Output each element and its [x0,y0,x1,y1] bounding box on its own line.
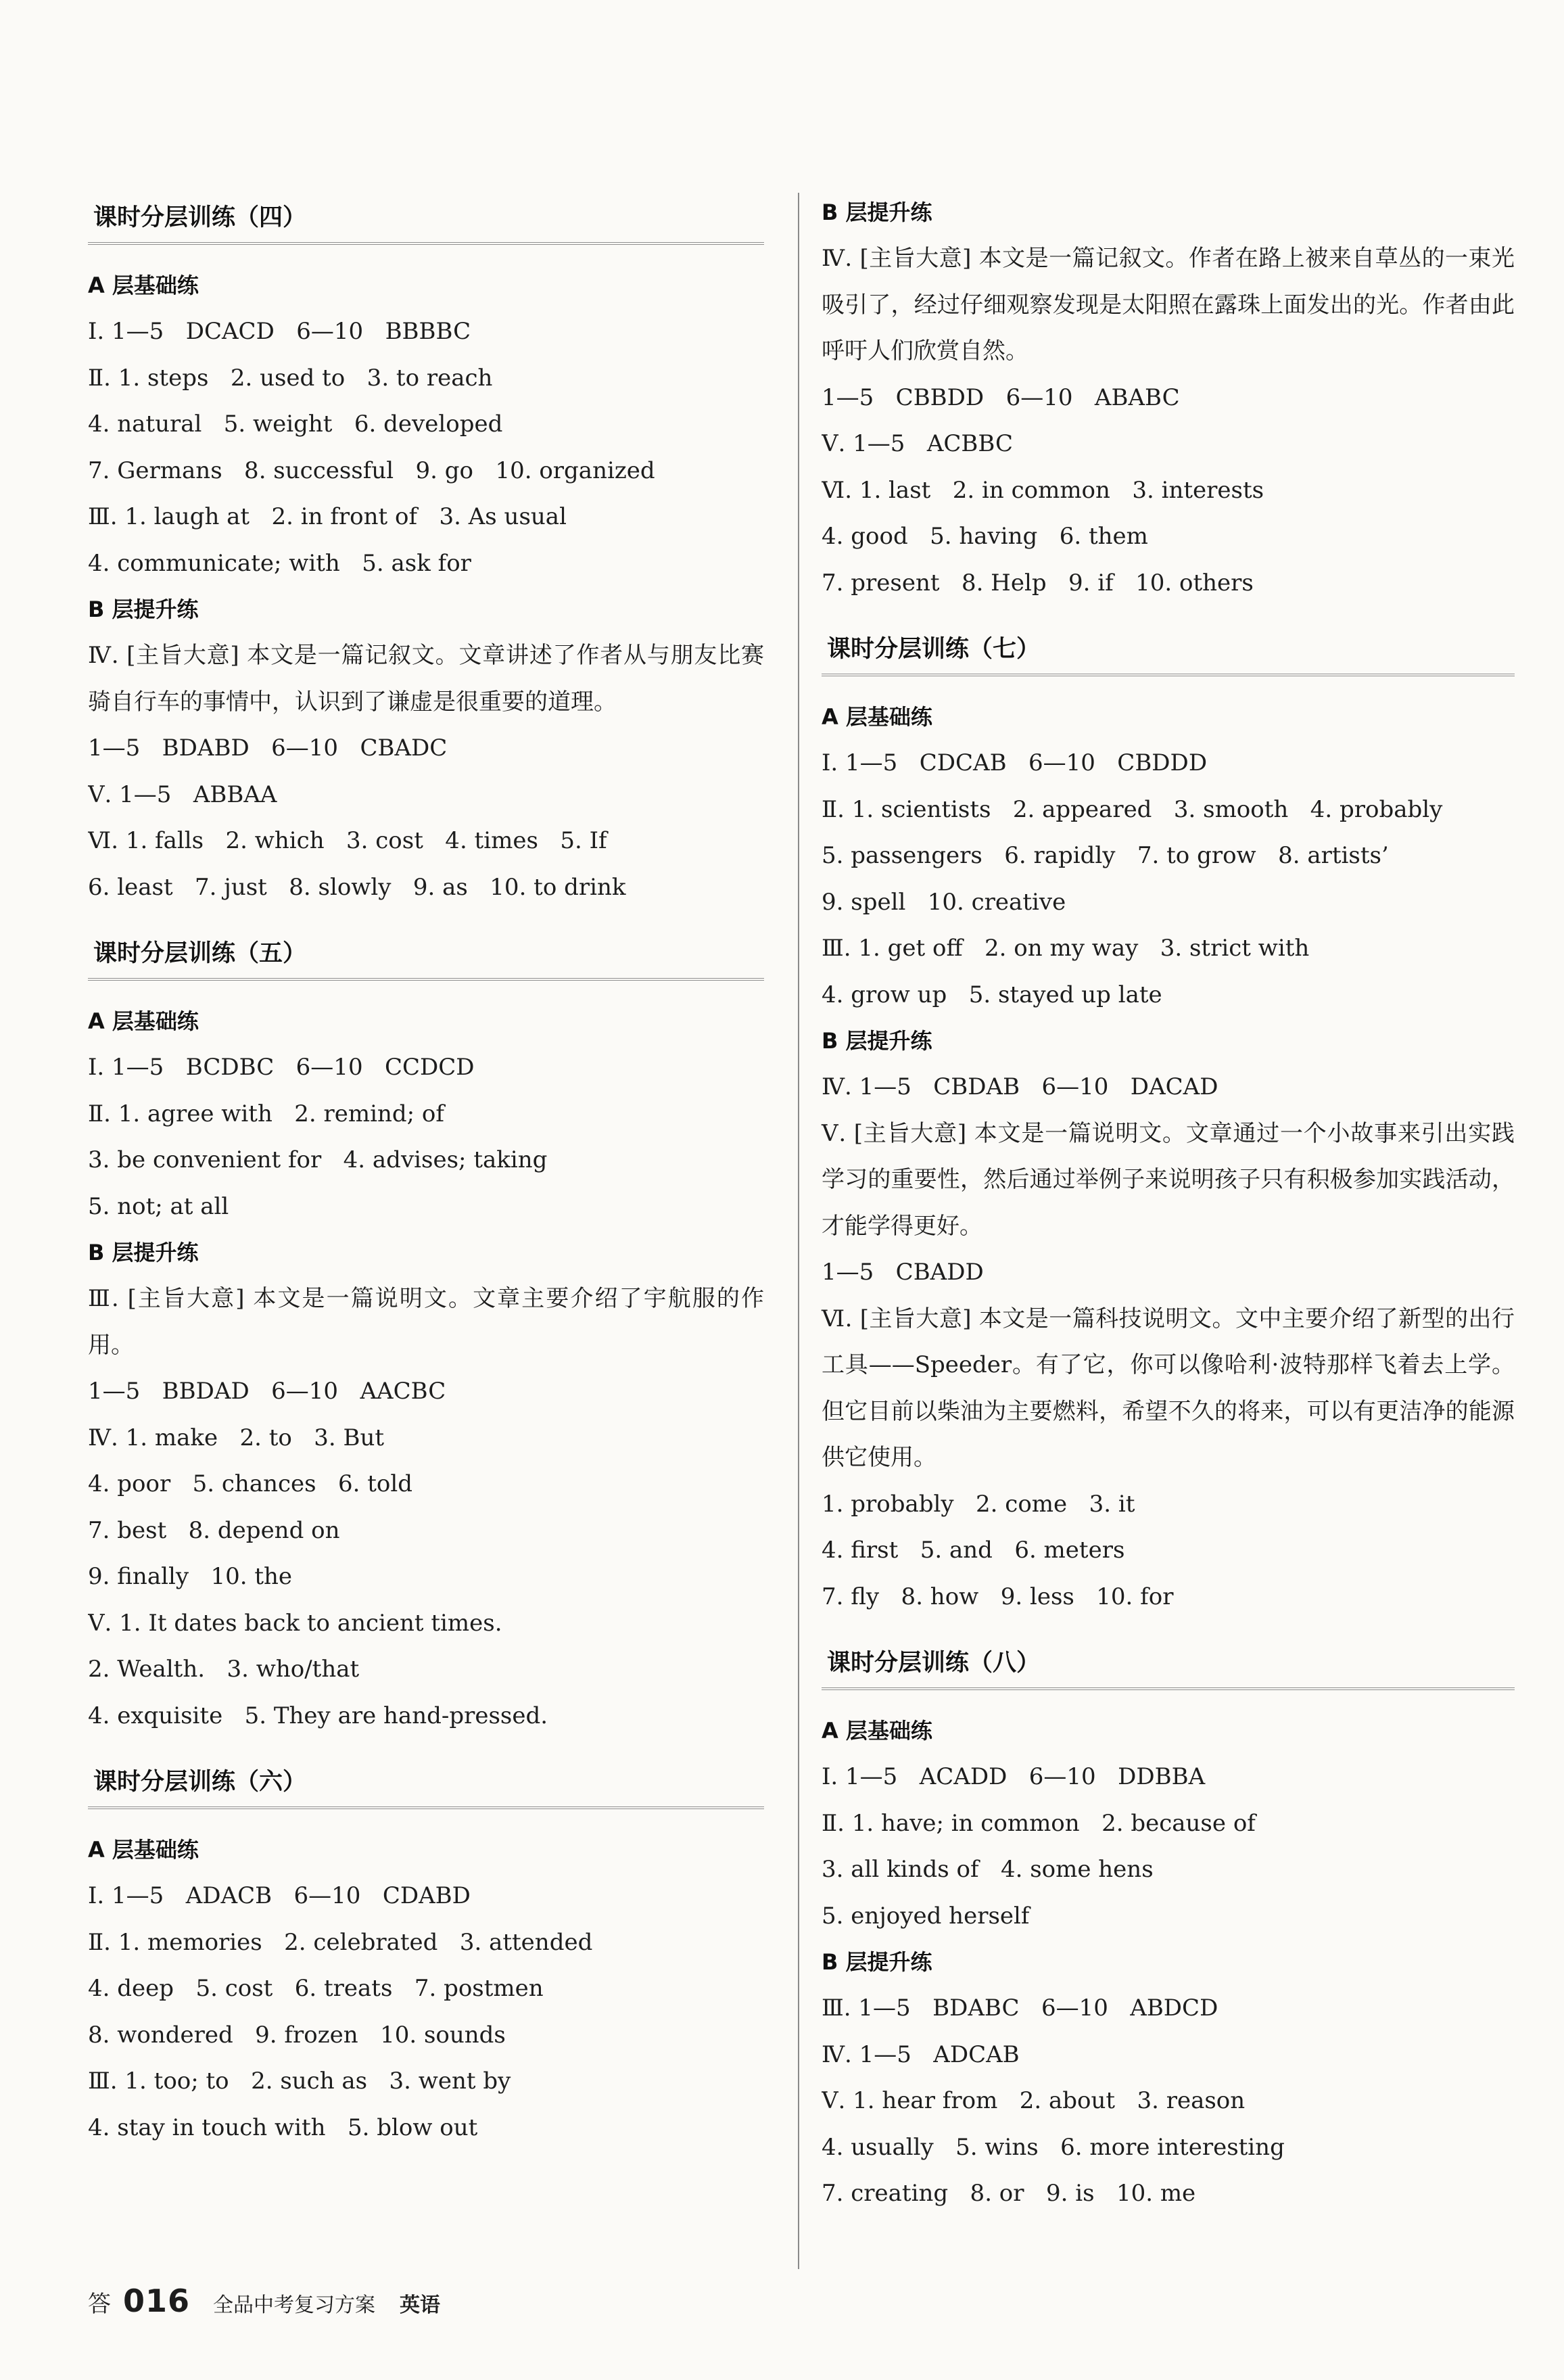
main-idea-paragraph: Ⅳ. [主旨大意] 本文是一篇记叙文。文章讲述了作者从与朋友比赛骑自行车的事情中，认识到了谦虚是很重要的道理。 [88,642,764,716]
main-idea-paragraph: Ⅳ. [主旨大意] 本文是一篇记叙文。作者在路上被来自草丛的一束光吸引了，经过仔细观察发现是太阳照在露珠上面发出的光。作者由此呼吁人们欣赏自然。 [822,245,1515,365]
answer-line: Ⅵ. 1. falls 2. which 3. cost 4. times 5. If [88,827,607,854]
answer-line: Ⅵ. 1. last 2. in common 3. interests [822,476,1264,504]
answer-line: 4. first 5. and 6. meters [822,1537,1125,1564]
main-idea-paragraph: Ⅲ. [主旨大意] 本文是一篇说明文。文章主要介绍了宇航服的作用。 [88,1285,764,1359]
left-column [88,183,764,2159]
level-a-label: A 层基础练 [88,1008,199,1034]
answer-line: 5. not; at all [88,1192,229,1220]
answer-line: 4. good 5. having 6. them [822,523,1148,550]
answer-line: Ⅱ. 1. steps 2. used to 3. to reach [88,364,493,392]
answer-line: Ⅱ. 1. memories 2. celebrated 3. attended [88,1928,593,1956]
answer-line: 4. poor 5. chances 6. told [88,1470,413,1497]
section-title: 课时分层训练（四） [88,183,764,245]
answer-line: Ⅰ. 1—5 ADACB 6—10 CDABD [88,1882,471,1909]
answer-line: Ⅱ. 1. scientists 2. appeared 3. smooth 4. probably [822,795,1443,823]
answer-label: 答 [88,2291,111,2318]
answer-line: Ⅰ. 1—5 DCACD 6—10 BBBBC [88,318,471,345]
answer-line: 1—5 CBADD [822,1259,984,1286]
book-title: 全品中考复习方案 [213,2293,376,2317]
section-4 [88,183,764,910]
answer-line: 6. least 7. just 8. slowly 9. as 10. to drink [88,873,626,901]
answer-line: Ⅰ. 1—5 BCDBC 6—10 CCDCD [88,1054,475,1081]
main-idea-paragraph: Ⅴ. [主旨大意] 本文是一篇说明文。文章通过一个小故事来引出实践学习的重要性，然后通过举例子来说明孩子只有积极参加实践活动，才能学得更好。 [822,1119,1515,1240]
level-a-label: A 层基础练 [88,273,199,298]
level-a-label: A 层基础练 [822,704,932,730]
answer-line: Ⅴ. 1—5 ABBAA [88,780,277,808]
answer-line: 4. natural 5. weight 6. developed [88,411,503,438]
answer-line: Ⅲ. 1. get off 2. on my way 3. strict with [822,935,1310,962]
level-a-label: A 层基础练 [88,1837,199,1863]
page-number: 016 [123,2283,191,2319]
answer-line: Ⅴ. 1—5 ACBBC [822,430,1014,457]
answer-line: Ⅳ. 1. make 2. to 3. But [88,1424,385,1451]
answer-line: 1. probably 2. come 3. it [822,1490,1135,1518]
answer-line: 7. Germans 8. successful 9. go 10. organized [88,457,655,484]
section-7 [822,614,1515,1620]
section-6-continued [822,189,1515,606]
subject-label: 英语 [400,2293,441,2317]
answer-line: Ⅰ. 1—5 CDCAB 6—10 CBDDD [822,749,1208,776]
level-b-label: B 层提升练 [822,1028,932,1054]
answer-line: 1—5 CBBDD 6—10 ABABC [822,383,1180,411]
answer-line: Ⅳ. 1—5 ADCAB [822,2040,1020,2068]
answer-line: 7. creating 8. or 9. is 10. me [822,2180,1196,2207]
answer-line: 8. wondered 9. frozen 10. sounds [88,2021,506,2049]
answer-line: Ⅴ. 1. It dates back to ancient times. [88,1609,502,1637]
main-idea-paragraph: Ⅵ. [主旨大意] 本文是一篇科技说明文。文中主要介绍了新型的出行工具——Speeder。有了它，你可以像哈利·波特那样飞着去上学。但它目前以柴油为主要燃料，希望不久的将来，可以有更洁净的能源供它使用。 [822,1305,1515,1471]
section-6 [88,1747,764,2151]
answer-line: 4. grow up 5. stayed up late [822,981,1162,1008]
answer-line: 4. usually 5. wins 6. more interesting [822,2133,1285,2161]
level-a-label: A 层基础练 [822,1718,932,1744]
column-divider [798,193,799,2269]
answer-line: Ⅲ. 1. laugh at 2. in front of 3. As usual [88,503,567,530]
section-5 [88,918,764,1739]
answer-line: 9. spell 10. creative [822,888,1066,916]
level-b-label: B 层提升练 [822,200,932,225]
answer-line: 5. enjoyed herself [822,1902,1030,1930]
answer-line: 7. fly 8. how 9. less 10. for [822,1583,1174,1610]
right-column [822,189,1515,2225]
answer-line: 4. exquisite 5. They are hand-pressed. [88,1702,548,1729]
answer-line: 2. Wealth. 3. who/that [88,1656,360,1683]
answer-line: Ⅱ. 1. agree with 2. remind; of [88,1100,444,1127]
level-b-label: B 层提升练 [822,1949,932,1975]
answer-line: 7. best 8. depend on [88,1516,340,1544]
answer-line: Ⅰ. 1—5 ACADD 6—10 DDBBA [822,1763,1206,1790]
answer-line: Ⅳ. 1—5 CBDAB 6—10 DACAD [822,1073,1218,1100]
answer-line: 3. all kinds of 4. some hens [822,1856,1154,1883]
section-title: 课时分层训练（六） [88,1747,764,1809]
answer-line: Ⅲ. 1. too; to 2. such as 3. went by [88,2068,511,2095]
answer-line: 4. stay in touch with 5. blow out [88,2114,478,2141]
answer-line: Ⅱ. 1. have; in common 2. because of [822,1809,1256,1837]
section-8 [822,1628,1515,2217]
answer-line: 4. communicate; with 5. ask for [88,549,471,577]
answer-line: 9. finally 10. the [88,1563,293,1590]
answer-line: Ⅴ. 1. hear from 2. about 3. reason [822,2087,1246,2114]
answer-line: 7. present 8. Help 9. if 10. others [822,569,1254,597]
section-title: 课时分层训练（八） [822,1628,1515,1690]
answer-line: Ⅲ. 1—5 BDABC 6—10 ABDCD [822,1994,1218,2022]
level-b-label: B 层提升练 [88,597,199,622]
answer-line: 3. be convenient for 4. advises; taking [88,1146,548,1173]
answer-line: 5. passengers 6. rapidly 7. to grow 8. artists’ [822,842,1389,869]
section-title: 课时分层训练（五） [88,918,764,981]
page-footer [88,2283,440,2319]
section-title: 课时分层训练（七） [822,614,1515,676]
answer-line: 4. deep 5. cost 6. treats 7. postmen [88,1975,544,2002]
answer-line: 1—5 BBDAD 6—10 AACBC [88,1378,446,1405]
level-b-label: B 层提升练 [88,1240,199,1265]
answer-line: 1—5 BDABD 6—10 CBADC [88,734,448,762]
